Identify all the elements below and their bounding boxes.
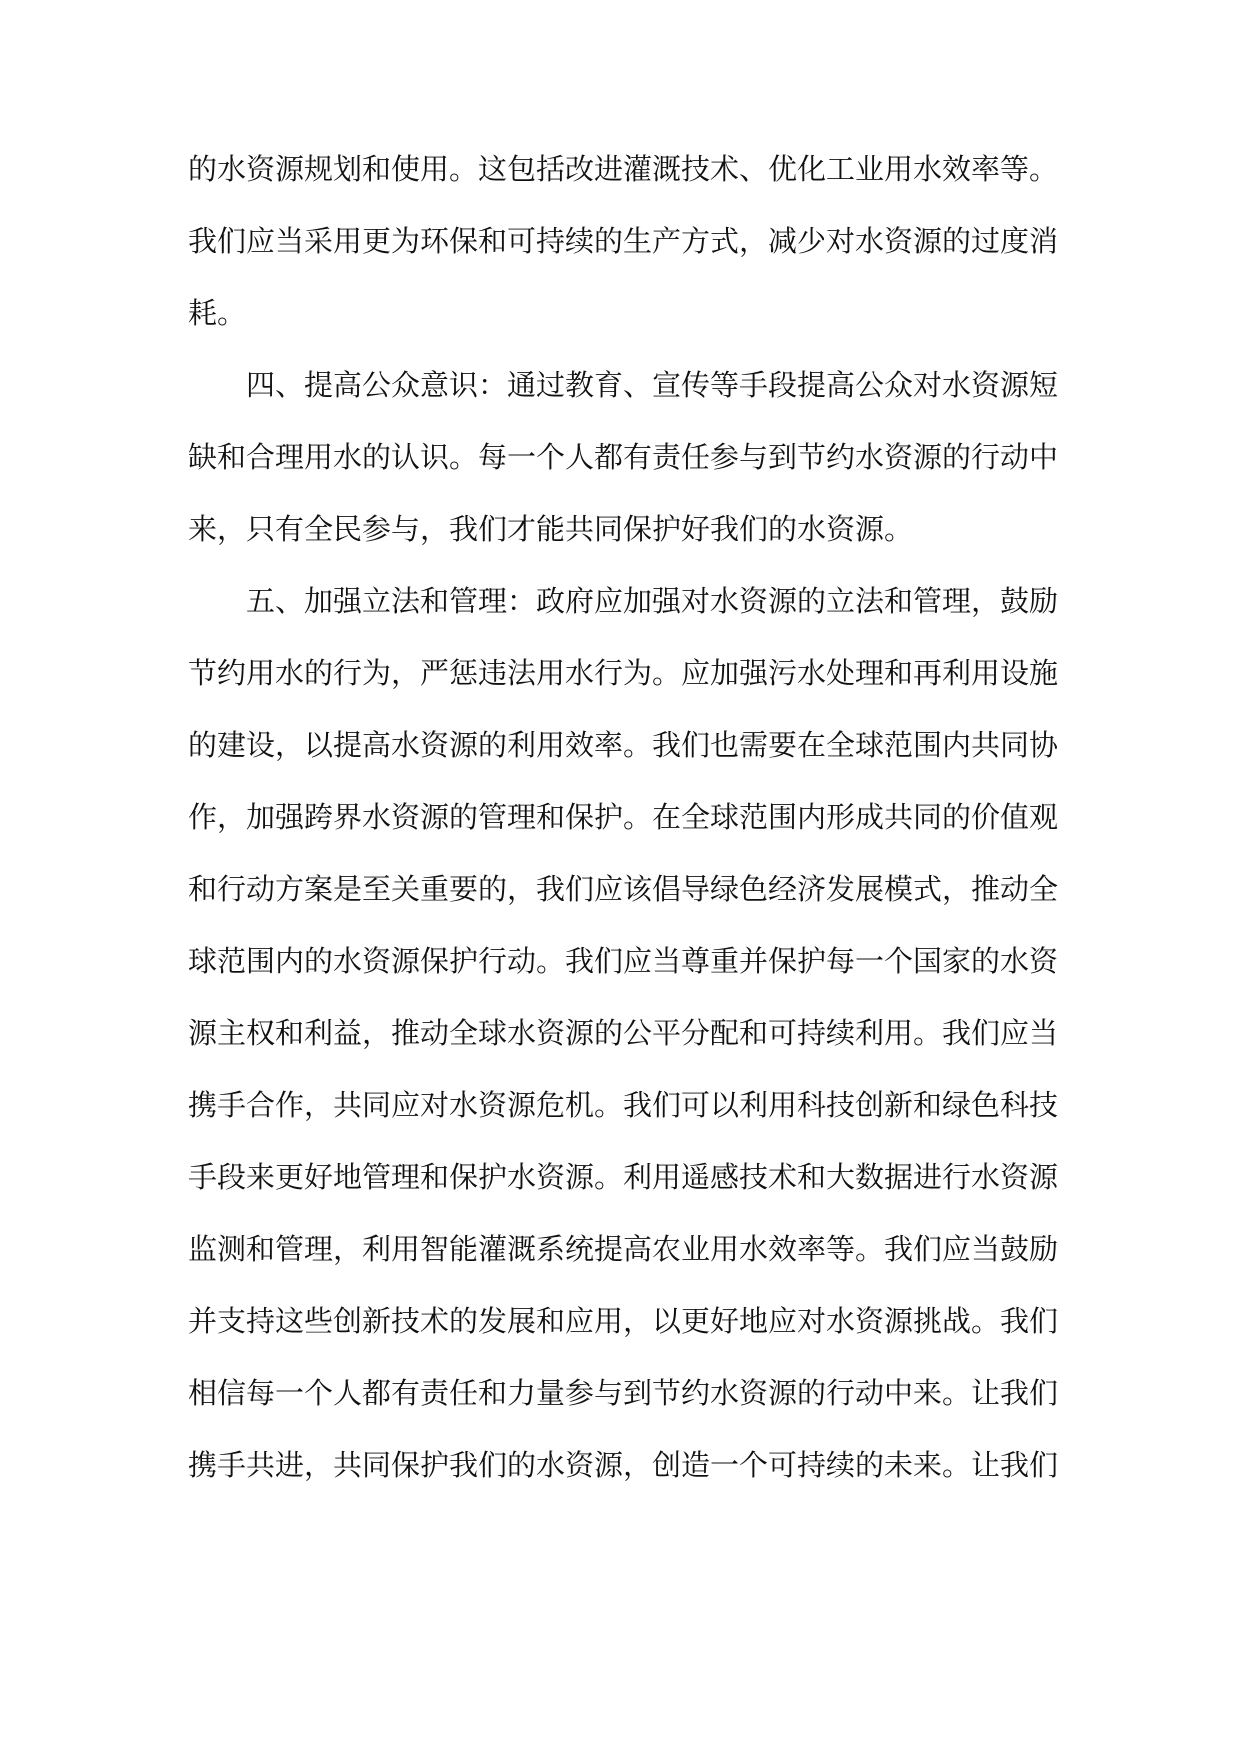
text-line: 耗。 — [188, 296, 247, 330]
text-line: 携手合作，共同应对水资源危机。我们可以利用科技创新和绿色科技 — [188, 1088, 1059, 1122]
document-body — [188, 143, 1068, 1511]
text-line: 节约用水的行为，严惩违法用水行为。应加强污水处理和再利用设施 — [188, 656, 1059, 690]
text-line: 来，只有全民参与，我们才能共同保护好我们的水资源。 — [188, 512, 914, 546]
text-line: 和行动方案是至关重要的，我们应该倡导绿色经济发展模式，推动全 — [188, 872, 1059, 906]
text-line: 我们应当采用更为环保和可持续的生产方式，减少对水资源的过度消 — [188, 224, 1059, 258]
text-line: 缺和合理用水的认识。每一个人都有责任参与到节约水资源的行动中 — [188, 440, 1059, 474]
paragraph-four-heading-line: 四、提高公众意识：通过教育、宣传等手段提高公众对水资源短 — [246, 368, 1059, 402]
text-line: 球范围内的水资源保护行动。我们应当尊重并保护每一个国家的水资 — [188, 944, 1059, 978]
text-line: 源主权和利益，推动全球水资源的公平分配和可持续利用。我们应当 — [188, 1016, 1059, 1050]
text-line: 手段来更好地管理和保护水资源。利用遥感技术和大数据进行水资源 — [188, 1160, 1059, 1194]
text-line: 的水资源规划和使用。这包括改进灌溉技术、优化工业用水效率等。 — [188, 152, 1059, 186]
paragraph-five-heading-line: 五、加强立法和管理：政府应加强对水资源的立法和管理，鼓励 — [246, 584, 1059, 618]
text-line: 携手共进，共同保护我们的水资源，创造一个可持续的未来。让我们 — [188, 1448, 1059, 1482]
text-line: 作，加强跨界水资源的管理和保护。在全球范围内形成共同的价值观 — [188, 800, 1059, 834]
text-line: 并支持这些创新技术的发展和应用，以更好地应对水资源挑战。我们 — [188, 1304, 1059, 1338]
text-line: 的建设，以提高水资源的利用效率。我们也需要在全球范围内共同协 — [188, 728, 1059, 762]
text-line: 监测和管理，利用智能灌溉系统提高农业用水效率等。我们应当鼓励 — [188, 1232, 1059, 1266]
text-line: 相信每一个人都有责任和力量参与到节约水资源的行动中来。让我们 — [188, 1376, 1059, 1410]
